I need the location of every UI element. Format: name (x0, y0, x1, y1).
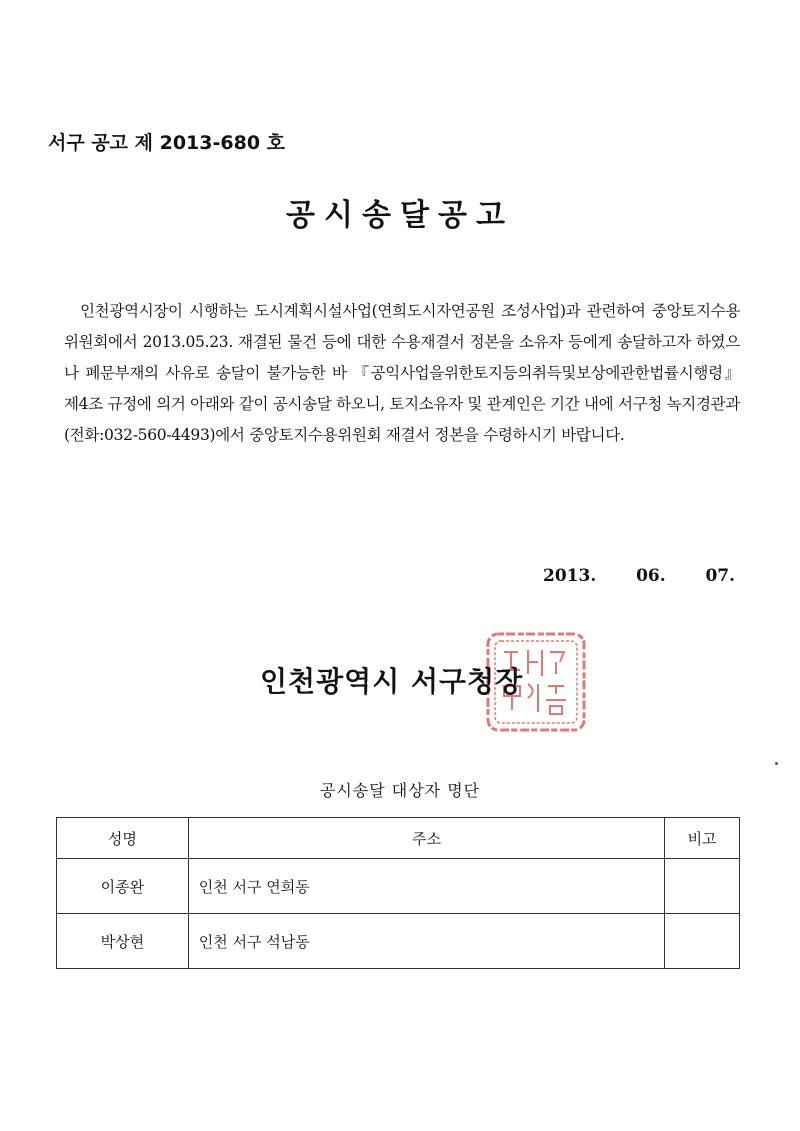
notice-date: 2013. 06. 07. (543, 566, 736, 586)
recipient-note (665, 914, 740, 969)
recipient-address: 인천 서구 연희동 (188, 859, 664, 914)
header-note: 비고 (665, 818, 740, 859)
header-address: 주소 (188, 818, 664, 859)
document-title: 공시송달공고 (286, 198, 514, 233)
recipient-note (665, 859, 740, 914)
issuer-name: 인천광역시 서구청장 (260, 665, 524, 698)
header-name: 성명 (57, 818, 189, 859)
recipient-address: 인천 서구 석남동 (188, 914, 664, 969)
notice-number: 서구 공고 제 2013-680 호 (48, 132, 286, 154)
notice-body: 인천광역시장이 시행하는 도시계획시설사업(연희도시자연공원 조성사업)과 관련하여 중앙토지수용위원회에서 2013.05.23. 재결된 물건 등에 대한 수용재결서 정본을 소유자 등에게 송달하고자 하였으나 폐문부재의 사유로 송달이 불가능한 바 『공익사업을위한토지등의취득및보상에관한법률시행령』 제4조 규정에 의거 아래와 같이 공시송달 하오니, 토지소유자 및 관계인은 기간 내에 서구청 녹지경관과(전화:032-560-4493)에서 중앙토지수용위원회 재결서 정본을 수령하시기 바랍니다. (64, 302, 740, 444)
recipient-name: 이종완 (57, 859, 189, 914)
recipient-list-title: 공시송달 대상자 명단 (319, 781, 481, 800)
table-row (57, 914, 740, 969)
table-header-row (57, 818, 740, 859)
scan-speck (775, 762, 778, 765)
recipient-table (56, 817, 740, 969)
recipient-name: 박상현 (57, 914, 189, 969)
table-row (57, 859, 740, 914)
